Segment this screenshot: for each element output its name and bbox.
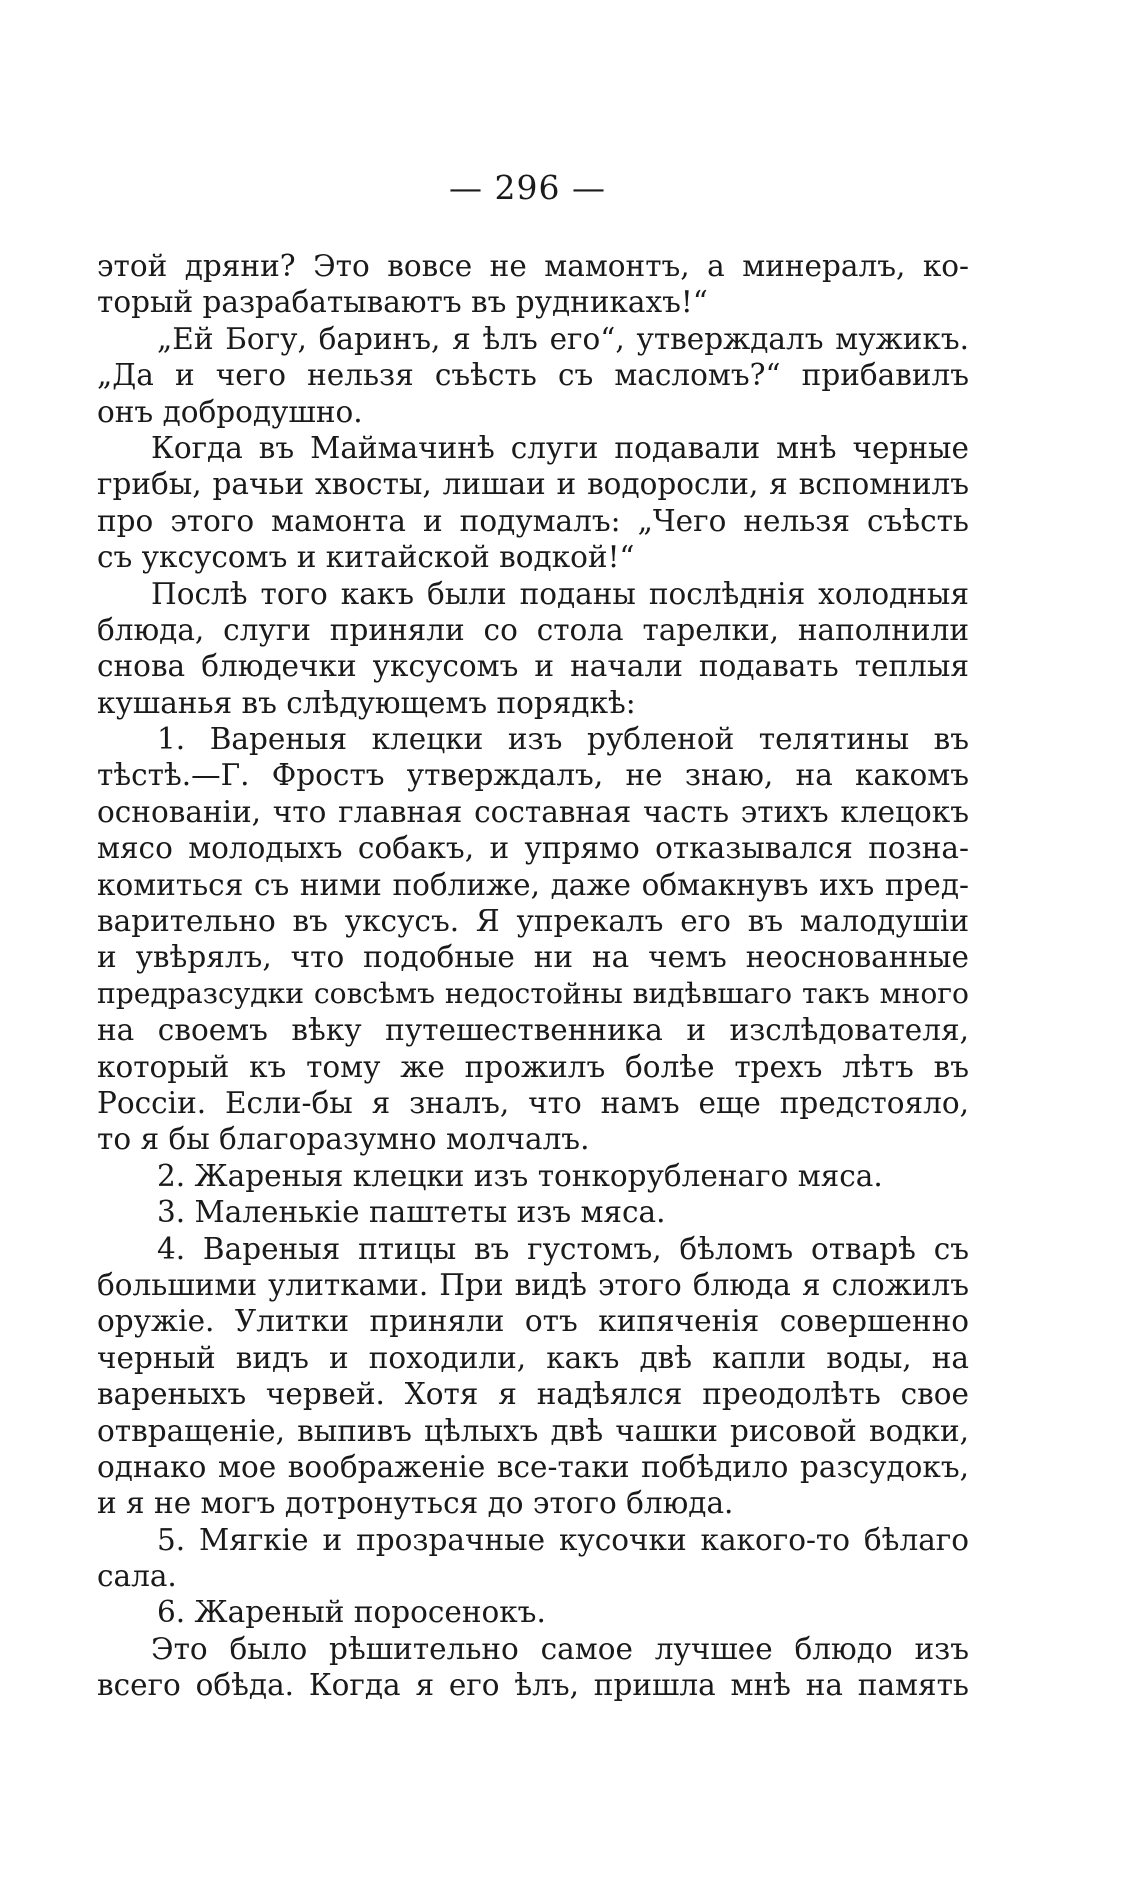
text-line: мясо молодыхъ собакъ, и упрямо отказывался позна- (97, 831, 969, 866)
text-line: съ уксусомъ и китайской водкой!“ (97, 540, 635, 575)
text-line: и я не могъ дотронуться до этого блюда. (97, 1486, 734, 1521)
text-line: варительно въ уксусъ. Я упрекалъ его въ малодушіи (97, 904, 969, 939)
text-line: снова блюдечки уксусомъ и начали подавать теплыя (97, 649, 969, 684)
text-line: Россіи. Если-бы я зналъ, что намъ еще предстояло, (97, 1085, 969, 1120)
text-line: и увѣрялъ, что подобные ни на чемъ неоснованные (97, 940, 969, 975)
text-line: торый разрабатываютъ въ рудникахъ!“ (97, 285, 708, 320)
text-line: про этого мамонта и подумалъ: „Чего нельзя съѣсть (97, 503, 969, 538)
text-line: Послѣ того какъ были поданы послѣднія холодныя (151, 576, 969, 611)
text-line: который къ тому же прожилъ болѣе трехъ лѣтъ въ (97, 1049, 969, 1084)
text-line: основаніи, что главная составная часть этихъ клецокъ (97, 794, 969, 829)
body-text (97, 248, 969, 1704)
text-line: 2. Жареныя клецки изъ тонкорубленаго мяса. (157, 1158, 883, 1193)
text-line: 1. Вареныя клецки изъ рубленой телятины въ (157, 722, 969, 757)
text-line: всего обѣда. Когда я его ѣлъ, пришла мнѣ на память (97, 1668, 969, 1703)
text-line: отвращеніе, выпивъ цѣлыхъ двѣ чашки рисовой водки, (97, 1413, 969, 1448)
text-line: кушанья въ слѣдующемъ порядкѣ: (97, 685, 636, 720)
text-line: онъ добродушно. (97, 394, 363, 429)
text-line: 5. Мягкіе и прозрачные кусочки какого-то бѣлаго (157, 1522, 969, 1557)
text-line: предразсудки совсѣмъ недостойны видѣвшаго такъ много (97, 976, 969, 1010)
text-line: комиться съ ними поближе, даже обмакнувъ ихъ пред- (97, 867, 969, 902)
text-line: вареныхъ червей. Хотя я надѣялся преодолѣть свое (97, 1377, 969, 1412)
text-line: блюда, слуги приняли со стола тарелки, наполнили (97, 612, 969, 647)
text-line: Когда въ Маймачинѣ слуги подавали мнѣ черные (151, 430, 969, 465)
text-line: 6. Жареный поросенокъ. (157, 1595, 546, 1630)
text-line: „Да и чего нельзя съѣсть съ масломъ?“ прибавилъ (97, 358, 969, 393)
text-line: то я бы благоразумно молчалъ. (97, 1122, 590, 1157)
text-line: Это было рѣшительно самое лучшее блюдо изъ (151, 1631, 969, 1666)
text-line: на своемъ вѣку путешественника и изслѣдователя, (97, 1013, 969, 1048)
text-line: 3. Маленькіе паштеты изъ мяса. (157, 1195, 666, 1230)
text-line: черный видъ и походили, какъ двѣ капли воды, на (97, 1340, 969, 1375)
text-line: грибы, рачьи хвосты, лишаи и водоросли, я вспомнилъ (97, 467, 969, 502)
text-line: „Ей Богу, баринъ, я ѣлъ его“, утверждалъ мужикъ. (157, 321, 969, 356)
text-line: этой дряни? Это вовсе не мамонтъ, а минералъ, ко- (97, 249, 969, 283)
text-line: оружіе. Улитки приняли отъ кипяченія совершенно (97, 1304, 969, 1339)
text-line: однако мое воображеніе все-таки побѣдило разсудокъ, (97, 1449, 969, 1484)
text-line: сала. (97, 1559, 177, 1594)
text-line: 4. Вареныя птицы въ густомъ, бѣломъ отварѣ съ (157, 1231, 969, 1266)
page-number: — 296 — (449, 168, 606, 207)
text-line: тѣстѣ.—Г. Фростъ утверждалъ, не знаю, на какомъ (97, 758, 969, 793)
text-line: большими улитками. При видѣ этого блюда я сложилъ (97, 1267, 969, 1302)
